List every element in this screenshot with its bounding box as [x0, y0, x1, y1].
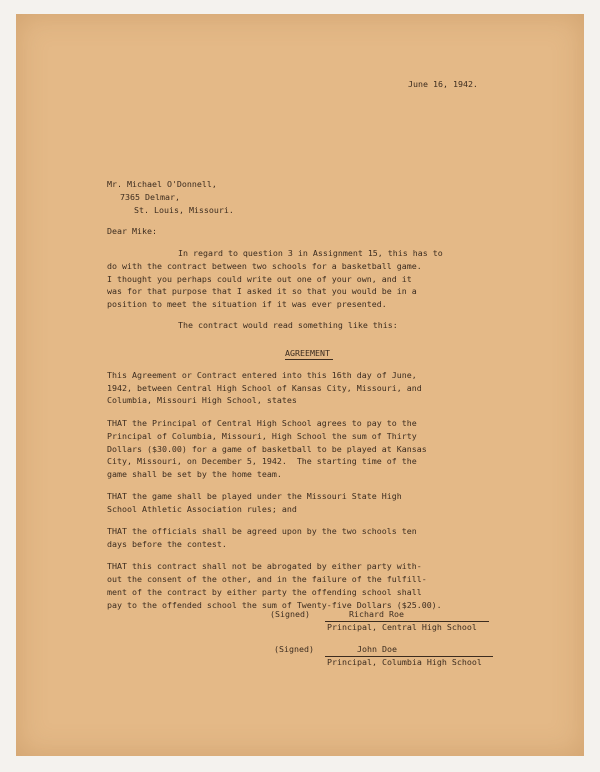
heading-underline — [285, 359, 333, 360]
clause-line: THAT the game shall be played under the Missouri State High — [107, 491, 402, 501]
agreement-line: 1942, between Central High School of Kansas City, Missouri, and — [107, 383, 422, 393]
clause-line: THAT the Principal of Central High School agrees to pay to the — [107, 418, 417, 428]
body-line: was for that purpose that I asked it so that you would be in a — [107, 286, 417, 296]
signed-label: (Signed) — [274, 644, 314, 654]
signer-name: John Doe — [357, 644, 397, 654]
clause-line: Principal of Columbia, Missouri, High School the sum of Thirty — [107, 431, 417, 441]
agreement-line: This Agreement or Contract entered into this 16th day of June, — [107, 370, 417, 380]
salutation: Dear Mike: — [107, 226, 157, 236]
clause-line: pay to the offended school the sum of Twenty-five Dollars ($25.00). — [107, 600, 442, 610]
clause-line: City, Missouri, on December 5, 1942. The starting time of the — [107, 456, 417, 466]
clause-line: days before the contest. — [107, 539, 227, 549]
recipient-name: Mr. Michael O'Donnell, — [107, 179, 217, 189]
body-line: In regard to question 3 in Assignment 15, this has to — [178, 248, 443, 258]
recipient-street: 7365 Delmar, — [120, 192, 180, 202]
signer-title: Principal, Columbia High School — [327, 657, 482, 667]
body-line: do with the contract between two schools for a basketball game. — [107, 261, 422, 271]
clause-line: School Athletic Association rules; and — [107, 504, 297, 514]
letter-date: June 16, 1942. — [408, 79, 478, 89]
body-line: position to meet the situation if it was ever presented. — [107, 299, 387, 309]
clause-line: ment of the contract by either party the offending school shall — [107, 587, 422, 597]
clause-line: out the consent of the other, and in the failure of the fulfill- — [107, 574, 427, 584]
agreement-heading: AGREEMENT — [285, 348, 330, 358]
clause-line: Dollars ($30.00) for a game of basketball to be played at Kansas — [107, 444, 427, 454]
clause-line: THAT the officials shall be agreed upon by the two schools ten — [107, 526, 417, 536]
agreement-line: Columbia, Missouri High School, states — [107, 395, 297, 405]
clause-line: THAT this contract shall not be abrogated by either party with- — [107, 561, 422, 571]
signed-label: (Signed) — [270, 609, 310, 619]
body-paragraph-2: The contract would read something like this: — [178, 320, 398, 330]
body-line: I thought you perhaps could write out one of your own, and it — [107, 274, 412, 284]
signer-name: Richard Roe — [349, 609, 404, 619]
recipient-city: St. Louis, Missouri. — [134, 205, 234, 215]
signer-title: Principal, Central High School — [327, 622, 477, 632]
clause-line: game shall be set by the home team. — [107, 469, 282, 479]
